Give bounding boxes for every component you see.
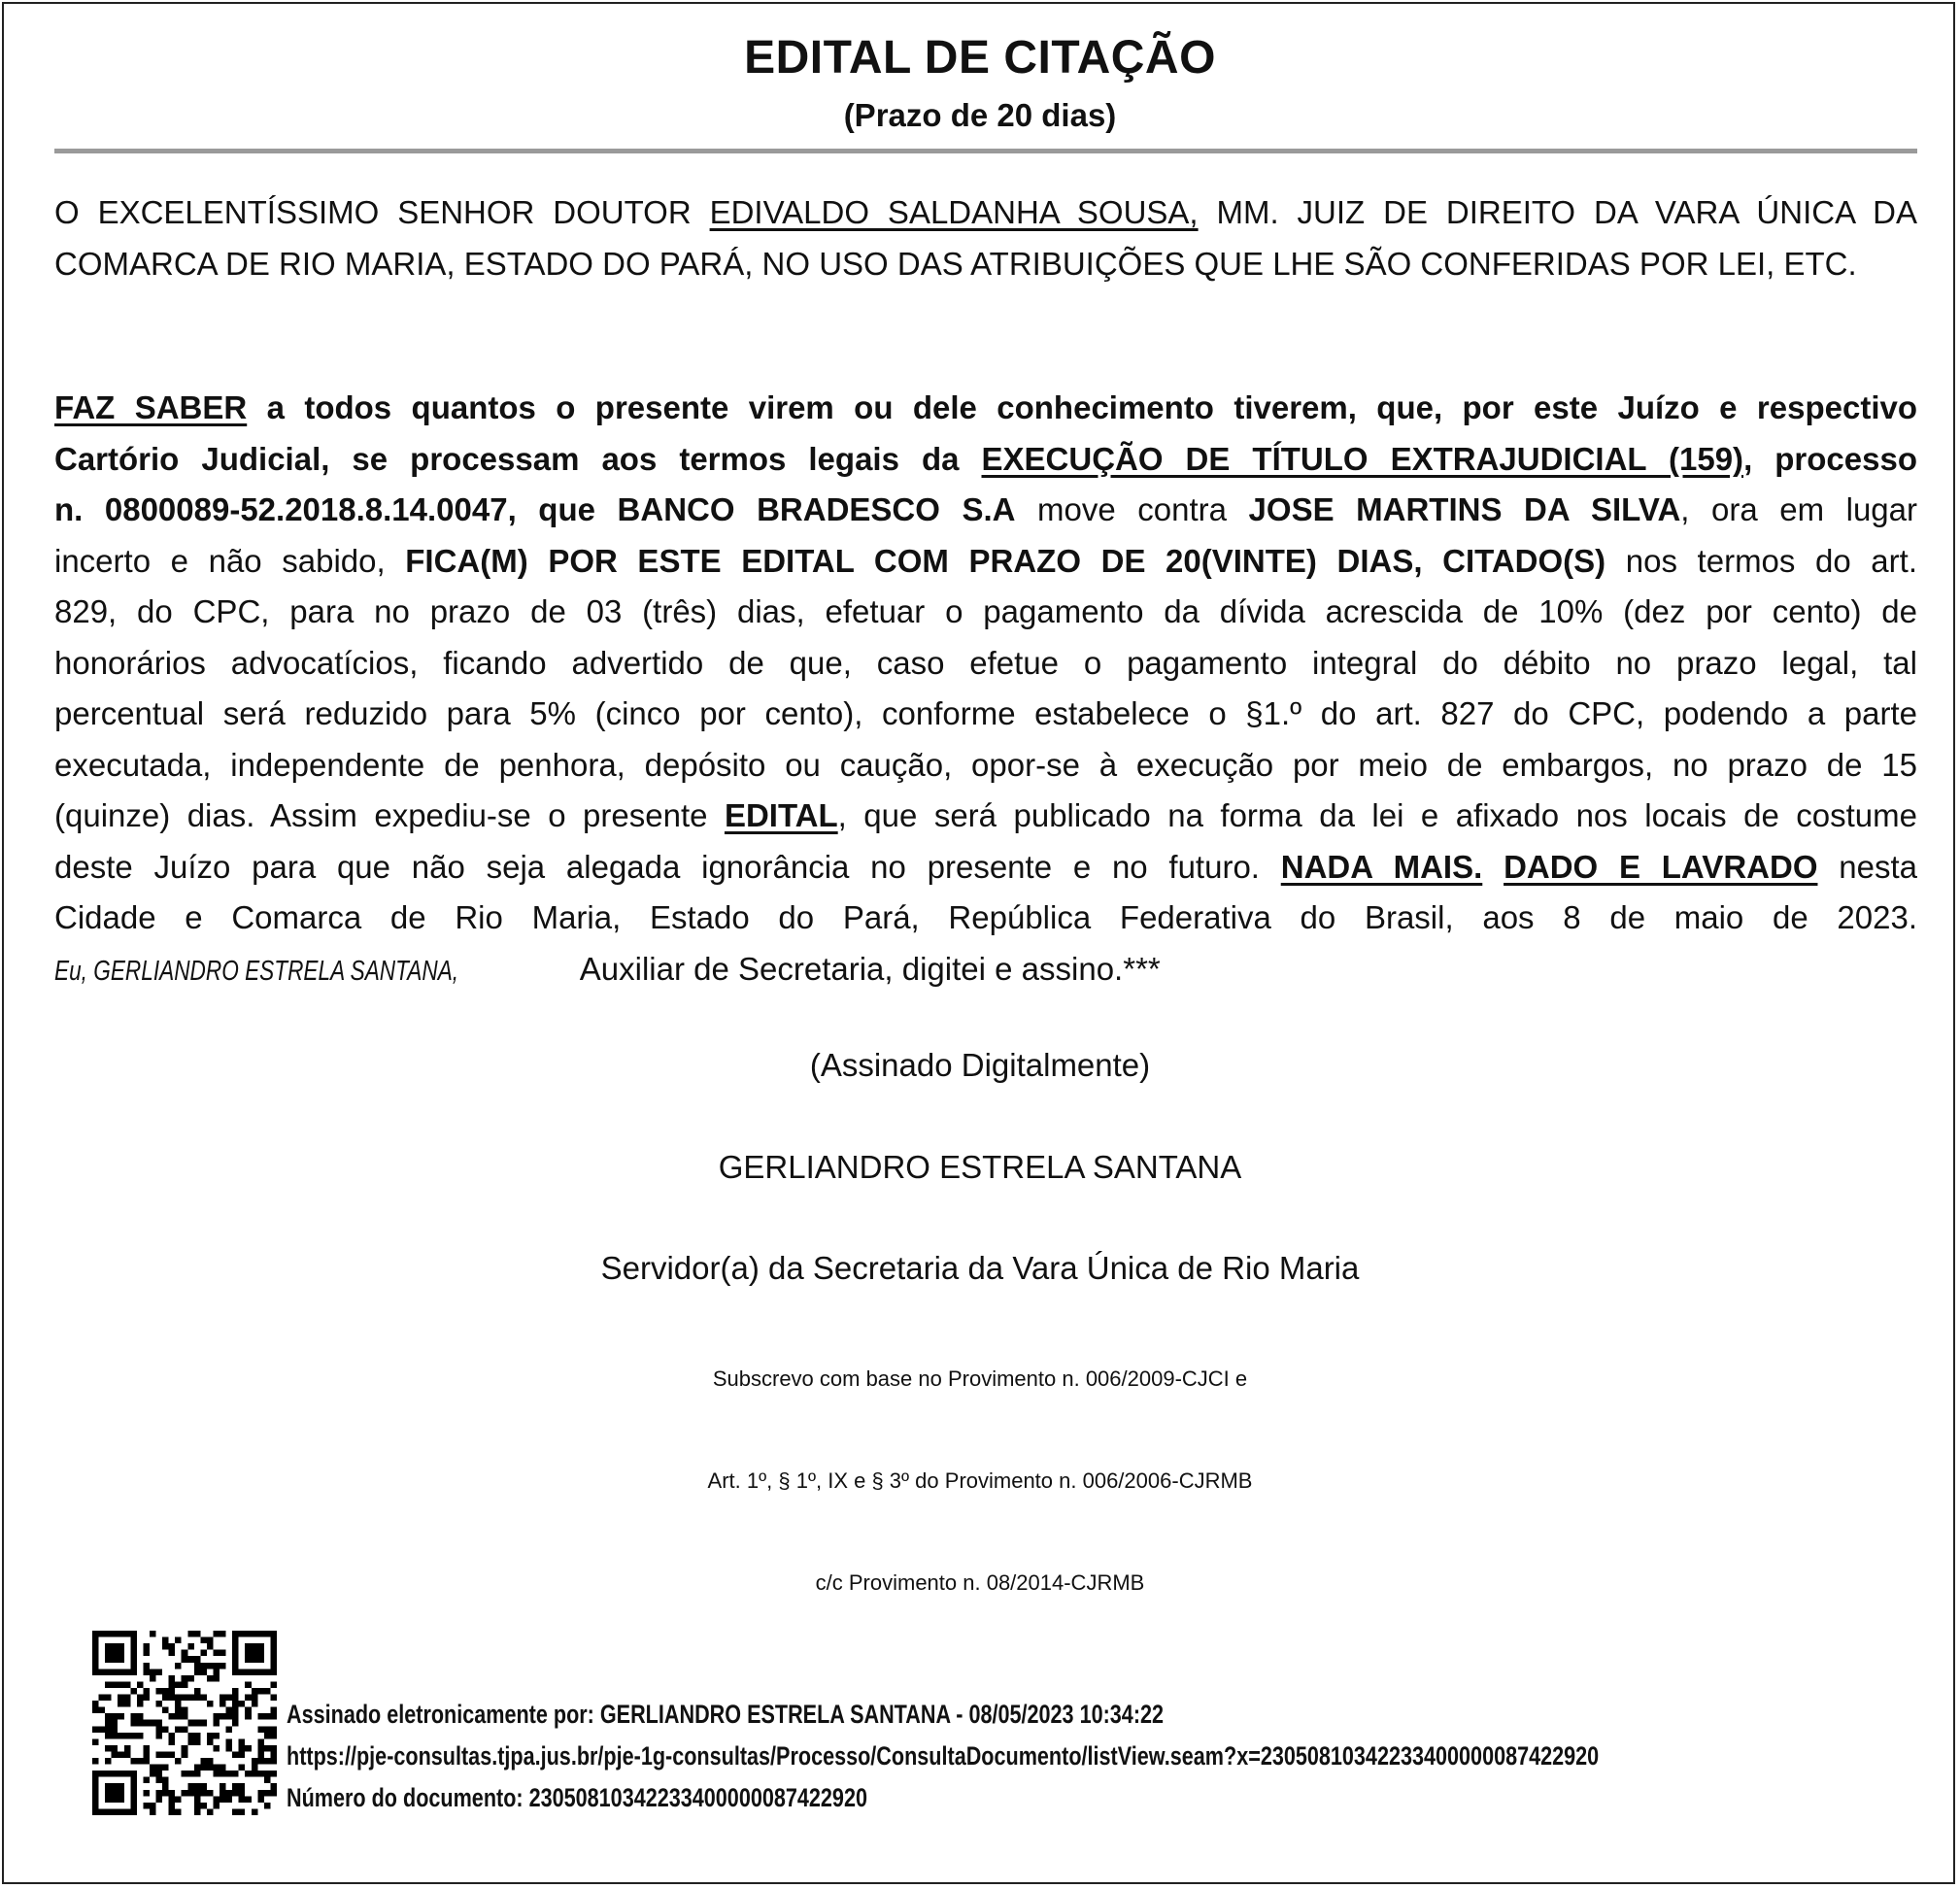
line-text: (quinze) dias. Assim expediu-se o presente bbox=[54, 797, 725, 833]
document-number: Número do documento: 23050810342233400000087422920 bbox=[287, 1783, 867, 1812]
clerk-signature-text: Eu, GERLIANDRO ESTRELA SANTANA, bbox=[54, 955, 459, 987]
paragraph-line: Cidade e Comarca de Rio Maria, Estado do Pará, República Federativa do Brasil, aos 8 de maio de 2023. bbox=[54, 899, 1917, 935]
paragraph-line bbox=[54, 842, 1917, 894]
line-text: nesta bbox=[1817, 848, 1917, 885]
intro-paragraph bbox=[54, 186, 1917, 289]
edital-word: EDITAL bbox=[724, 797, 838, 833]
paragraph-line bbox=[54, 536, 1917, 588]
signer-name: GERLIANDRO ESTRELA SANTANA bbox=[718, 1149, 1242, 1185]
line-text: move contra bbox=[1015, 491, 1249, 527]
document-subtitle: (Prazo de 20 dias) bbox=[843, 97, 1117, 133]
line-text: nos termos do art. bbox=[1605, 542, 1917, 579]
line-text: Auxiliar de Secretaria, digitei e assino.*** bbox=[572, 950, 1161, 987]
paragraph-line bbox=[54, 383, 1917, 434]
line-text: deste Juízo para que não seja alegada ignorância no presente e no futuro. bbox=[54, 848, 1281, 885]
paragraph-line: percentual será reduzido para 5% (cinco por cento), conforme estabelece o §1.º do art. 827 do CPC, podendo a parte bbox=[54, 695, 1917, 731]
paragraph-line: 829, do CPC, para no prazo de 03 (três) dias, efetuar o pagamento da dívida acrescida de 10% (dez por cento) de bbox=[54, 593, 1917, 629]
document-url[interactable]: https://pje-consultas.tjpa.jus.br/pje-1g-consultas/Processo/ConsultaDocumento/listView.seam?x=23050810342233400000087422920 bbox=[287, 1741, 1600, 1771]
line-text: , processo bbox=[1743, 440, 1917, 477]
paragraph-line bbox=[54, 434, 1917, 486]
provision-line: c/c Provimento n. 08/2014-CJRMB bbox=[815, 1570, 1145, 1595]
faz-saber: FAZ SABER bbox=[54, 389, 248, 425]
action-type: EXECUÇÃO DE TÍTULO EXTRAJUDICIAL (159) bbox=[981, 440, 1744, 477]
judge-name: EDIVALDO SALDANHA SOUSA, bbox=[709, 194, 1199, 230]
line-text: a todos quantos o presente virem ou dele conhecimento tiverem, que, por este Juízo e respectivo bbox=[247, 389, 1917, 425]
process-number: n. 0800089-52.2018.8.14.0047, que BANCO BRADESCO S.A bbox=[54, 491, 1016, 527]
main-paragraph bbox=[54, 383, 1917, 995]
intro-prefix: O EXCELENTÍSSIMO SENHOR DOUTOR bbox=[54, 194, 710, 230]
line-text: Cartório Judicial, se processam aos termos legais da bbox=[54, 440, 982, 477]
line-text: incerto e não sabido, bbox=[54, 542, 406, 579]
intro-suffix: MM. JUIZ DE DIREITO DA VARA ÚNICA DA COMARCA DE RIO MARIA, ESTADO DO PARÁ, NO USO DAS ATRIBUIÇÕES QUE LHE SÃO CONFERIDAS POR LEI, ETC. bbox=[54, 194, 1918, 282]
provision-line: Subscrevo com base no Provimento n. 006/2009-CJCI e bbox=[712, 1366, 1248, 1391]
paragraph-line bbox=[54, 944, 1917, 995]
signed-by-line: Assinado eletronicamente por: GERLIANDRO ESTRELA SANTANA - 08/05/2023 10:34:22 bbox=[287, 1700, 1165, 1729]
qr-code-icon bbox=[92, 1631, 277, 1815]
provision-line: Art. 1º, § 1º, IX e § 3º do Provimento n. 006/2006-CJRMB bbox=[707, 1468, 1253, 1493]
line-text: , ora em lugar bbox=[1680, 491, 1918, 527]
paragraph-line: honorários advocatícios, ficando advertido de que, caso efetue o pagamento integral do débito no prazo legal, tal bbox=[54, 644, 1917, 681]
paragraph-line: executada, independente de penhora, depósito ou caução, opor-se à execução por meio de embargos, no prazo de 15 bbox=[54, 746, 1917, 783]
electronic-signature-footer bbox=[287, 1694, 1599, 1819]
signature-status: (Assinado Digitalmente) bbox=[809, 1047, 1151, 1083]
signer-role: Servidor(a) da Secretaria da Vara Única de Rio Maria bbox=[600, 1250, 1360, 1286]
document-title: EDITAL DE CITAÇÃO bbox=[744, 32, 1216, 84]
citation-notice: FICA(M) POR ESTE EDITAL COM PRAZO DE 20(VINTE) DIAS, CITADO(S) bbox=[405, 542, 1606, 579]
line-text: , que será publicado na forma da lei e afixado nos locais de costume bbox=[837, 797, 1917, 833]
nada-mais: NADA MAIS. bbox=[1280, 848, 1483, 885]
paragraph-line bbox=[54, 791, 1917, 842]
dado-e-lavrado: DADO E LAVRADO bbox=[1504, 848, 1818, 885]
title-divider bbox=[54, 149, 1917, 153]
defendant-name: JOSE MARTINS DA SILVA bbox=[1248, 491, 1681, 527]
paragraph-line bbox=[54, 485, 1917, 536]
